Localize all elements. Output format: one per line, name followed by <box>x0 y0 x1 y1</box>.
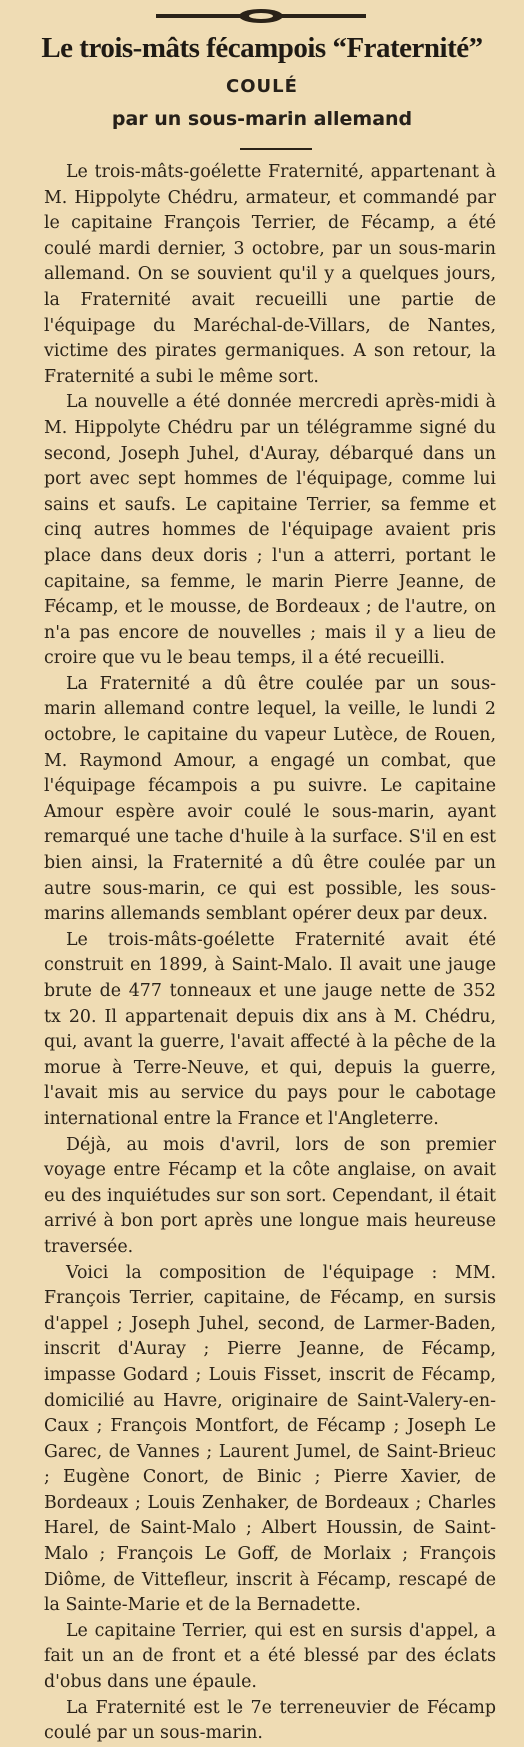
kicker: COULÉ <box>226 76 298 97</box>
article-paragraph: Le trois-mâts-goélette Fraternité, appartenant à M. Hippolyte Chédru, armateur, et commandé par le capitaine François Terrier, de Fécamp, a été coulé mardi dernier, 3 octobre, par un sous-marin allemand. On se souvient qu'il y a quelques jours, la Fraternité avait recueilli une partie de l'équipage du Maréchal-de-Villars, de Nantes, victime des pirates germaniques. A son retour, la Fraternité a subi le même sort. <box>44 162 496 387</box>
article-paragraph: Déjà, au mois d'avril, lors de son premier voyage entre Fécamp et la côte anglaise, on avait eu des inquiétudes sur son sort. Cependant, il était arrivé à bon port après une longue mais heureuse traversée. <box>44 1134 496 1257</box>
subheadline: par un sous-marin allemand <box>111 108 413 130</box>
article-paragraph: La nouvelle a été donnée mercredi après-midi à M. Hippolyte Chédru par un télégramme signé du second, Joseph Juhel, d'Auray, débarqué dans un port avec sept hommes de l'équipage, comme lui sains et saufs. Le capitaine Terrier, sa femme et cinq autres hommes de l'équipage avaient pris place dans deux doris ; l'un a atterri, portant le capitaine, sa femme, le marin Pierre Jeanne, de Fécamp, et le mousse, de Bordeaux ; de l'autre, on n'a pas encore de nouvelles ; mais il y a lieu de croire que vu le beau temps, il a été recueilli. <box>44 392 496 669</box>
article-paragraph: Le trois-mâts-goélette Fraternité avait été construit en 1899, à Saint-Malo. Il avait une jauge brute de 477 tonneaux et une jauge nette de 352 tx 20. Il appartenait depuis dix ans à M. Chédru, qui, avant la guerre, l'avait affecté à la pêche de la morue à Terre-Neuve, et qui, depuis la guerre, l'avait mis au service du pays pour le cabotage international entre la France et l'Angleterre. <box>44 929 496 1129</box>
article-paragraph: La Fraternité est le 7e terreneuvier de Fécamp coulé par un sous-marin. <box>44 1697 496 1744</box>
article-body <box>44 160 496 1747</box>
ornament-rule <box>156 8 366 24</box>
article-paragraph: La Fraternité a dû être coulée par un sous-marin allemand contre lequel, la veille, le lundi 2 octobre, le capitaine du vapeur Lutèce, de Rouen, M. Raymond Amour, a engagé un combat, que l'équipage fécampois a pu suivre. Le capitaine Amour espère avoir coulé le sous-marin, ayant remarqué une tache d'huile à la surface. S'il en est bien ainsi, la Fraternité a dû être coulée par un autre sous-marin, ce qui est possible, les sous-marins allemands semblant opérer deux par deux. <box>44 673 496 925</box>
headline-rule <box>240 148 312 150</box>
article-paragraph: Le capitaine Terrier, qui est en sursis d'appel, a fait un an de front et a été blessé par des éclats d'obus dans une épaule. <box>44 1620 496 1693</box>
article-paragraph: Voici la composition de l'équipage : MM. François Terrier, capitaine, de Fécamp, en sursis d'appel ; Joseph Juhel, second, de Larmer-Baden, inscrit d'Auray ; Pierre Jeanne, de Fécamp, impasse Godard ; Louis Fisset, inscrit de Fécamp, domicilié au Havre, originaire de Saint-Valery-en-Caux ; François Montfort, de Fécamp ; Joseph Le Garec, de Vannes ; Laurent Jumel, de Saint-Brieuc ; Eugène Conort, de Binic ; Pierre Xavier, de Bordeaux ; Louis Zenhaker, de Bordeaux ; Charles Harel, de Saint-Malo ; Albert Houssin, de Saint-Malo ; François Le Goff, de Morlaix ; François Diôme, de Vittefleur, inscrit à Fécamp, rescapé de la Sainte-Marie et de la Bernadette. <box>44 1262 496 1616</box>
headline: Le trois-mâts fécampois “Fraternité” <box>41 32 483 64</box>
